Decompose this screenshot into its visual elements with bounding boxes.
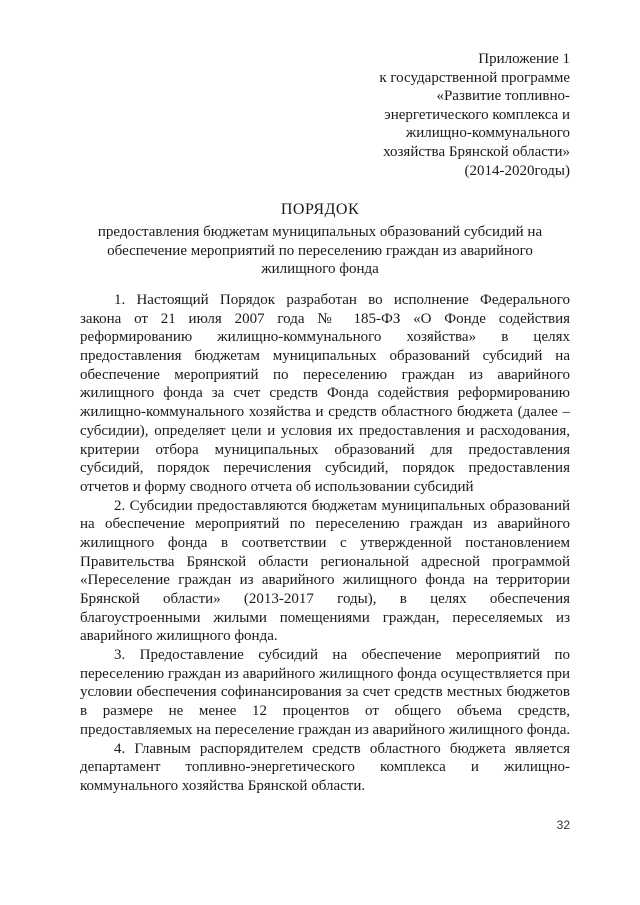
paragraph-2 bbox=[80, 497, 570, 647]
document-subtitle bbox=[75, 223, 565, 279]
text-line: переселению граждан из аварийного жилищного фонда осуществляется при bbox=[80, 665, 570, 682]
appendix-header bbox=[379, 50, 570, 180]
text-line: Брянской области» (2013-2017 годы), в целях обеспечения bbox=[80, 591, 570, 607]
text-line: Правительства Брянской области региональной адресной программой bbox=[80, 553, 570, 570]
text-line: жилищно-коммунального хозяйства и средств областного бюджета (далее – bbox=[80, 404, 570, 421]
paragraph-4 bbox=[80, 740, 570, 796]
text-line: аварийного жилищного фонда. bbox=[80, 628, 278, 645]
text-line: обеспечение мероприятий по переселению граждан из аварийного bbox=[80, 366, 570, 383]
text-line: закона от 21 июля 2007 года № 185-ФЗ «О Фонде содействия bbox=[80, 310, 570, 327]
appendix-line: Приложение 1 bbox=[478, 51, 570, 67]
text-line: субсидии), определяет цели и условия их предоставления и расходования, bbox=[80, 422, 570, 439]
text-line: жилищного фонда за счет средств Фонда содействия реформированию bbox=[80, 385, 570, 402]
paragraph-1 bbox=[80, 291, 570, 497]
text-line: на обеспечение мероприятий по переселению граждан из аварийного bbox=[80, 516, 570, 533]
paragraph-3 bbox=[80, 646, 570, 739]
text-line: жилищного фонда в соответствии с утвержденной постановлением bbox=[80, 534, 570, 551]
appendix-line: жилищно-коммунального bbox=[405, 125, 570, 142]
text-line: критерии отбора муниципальных образований для предоставления bbox=[80, 441, 570, 458]
text-line: «Переселение граждан из аварийного жилищного фонда на территории bbox=[80, 572, 570, 589]
document-body bbox=[80, 291, 570, 796]
appendix-line: хозяйства Брянской области» bbox=[383, 143, 570, 160]
text-line: реформированию жилищно-коммунального хозяйства» в целях bbox=[80, 329, 570, 346]
document-title: ПОРЯДОК bbox=[280, 201, 360, 218]
text-line: 1. Настоящий Порядок разработан во исполнение Федерального bbox=[114, 292, 570, 308]
subtitle-line: предоставления бюджетам муниципальных образований субсидий на bbox=[97, 224, 543, 240]
text-line: отчетов и форму сводного отчета об использовании субсидий bbox=[80, 478, 474, 495]
text-line: предоставляемых на переселение граждан из аварийного жилищного фонда. bbox=[80, 721, 571, 738]
appendix-line: энергетического комплекса и bbox=[384, 106, 570, 123]
text-line: субсидий, порядок перечисления субсидий, порядок предоставления bbox=[80, 460, 570, 477]
appendix-line: к государственной программе bbox=[379, 69, 570, 86]
subtitle-line: жилищного фонда bbox=[261, 261, 379, 278]
text-line: в размере не менее 12 процентов от общего объема средств, bbox=[80, 703, 570, 720]
text-line: 2. Субсидии предоставляются бюджетам муниципальных образований bbox=[114, 497, 570, 514]
text-line: предоставления бюджетам муниципальных образований субсидий на bbox=[80, 348, 570, 365]
text-line: благоустроенными жилыми помещениями граждан, переселяемых из bbox=[80, 609, 570, 626]
subtitle-line: обеспечение мероприятий по переселению граждан из аварийного bbox=[107, 242, 533, 259]
appendix-line: «Развитие топливно- bbox=[436, 88, 570, 105]
text-line: коммунального хозяйства Брянской области. bbox=[80, 777, 366, 794]
text-line: условии обеспечения софинансирования за счет средств местных бюджетов bbox=[80, 684, 570, 701]
text-line: 3. Предоставление субсидий на обеспечение мероприятий по bbox=[114, 647, 570, 664]
appendix-line: (2014-2020годы) bbox=[464, 162, 570, 179]
text-line: департамент топливно-энергетического комплекса и жилищно- bbox=[80, 759, 570, 776]
text-line: 4. Главным распорядителем средств областного бюджета является bbox=[114, 740, 570, 757]
page-number: 32 bbox=[556, 818, 570, 832]
